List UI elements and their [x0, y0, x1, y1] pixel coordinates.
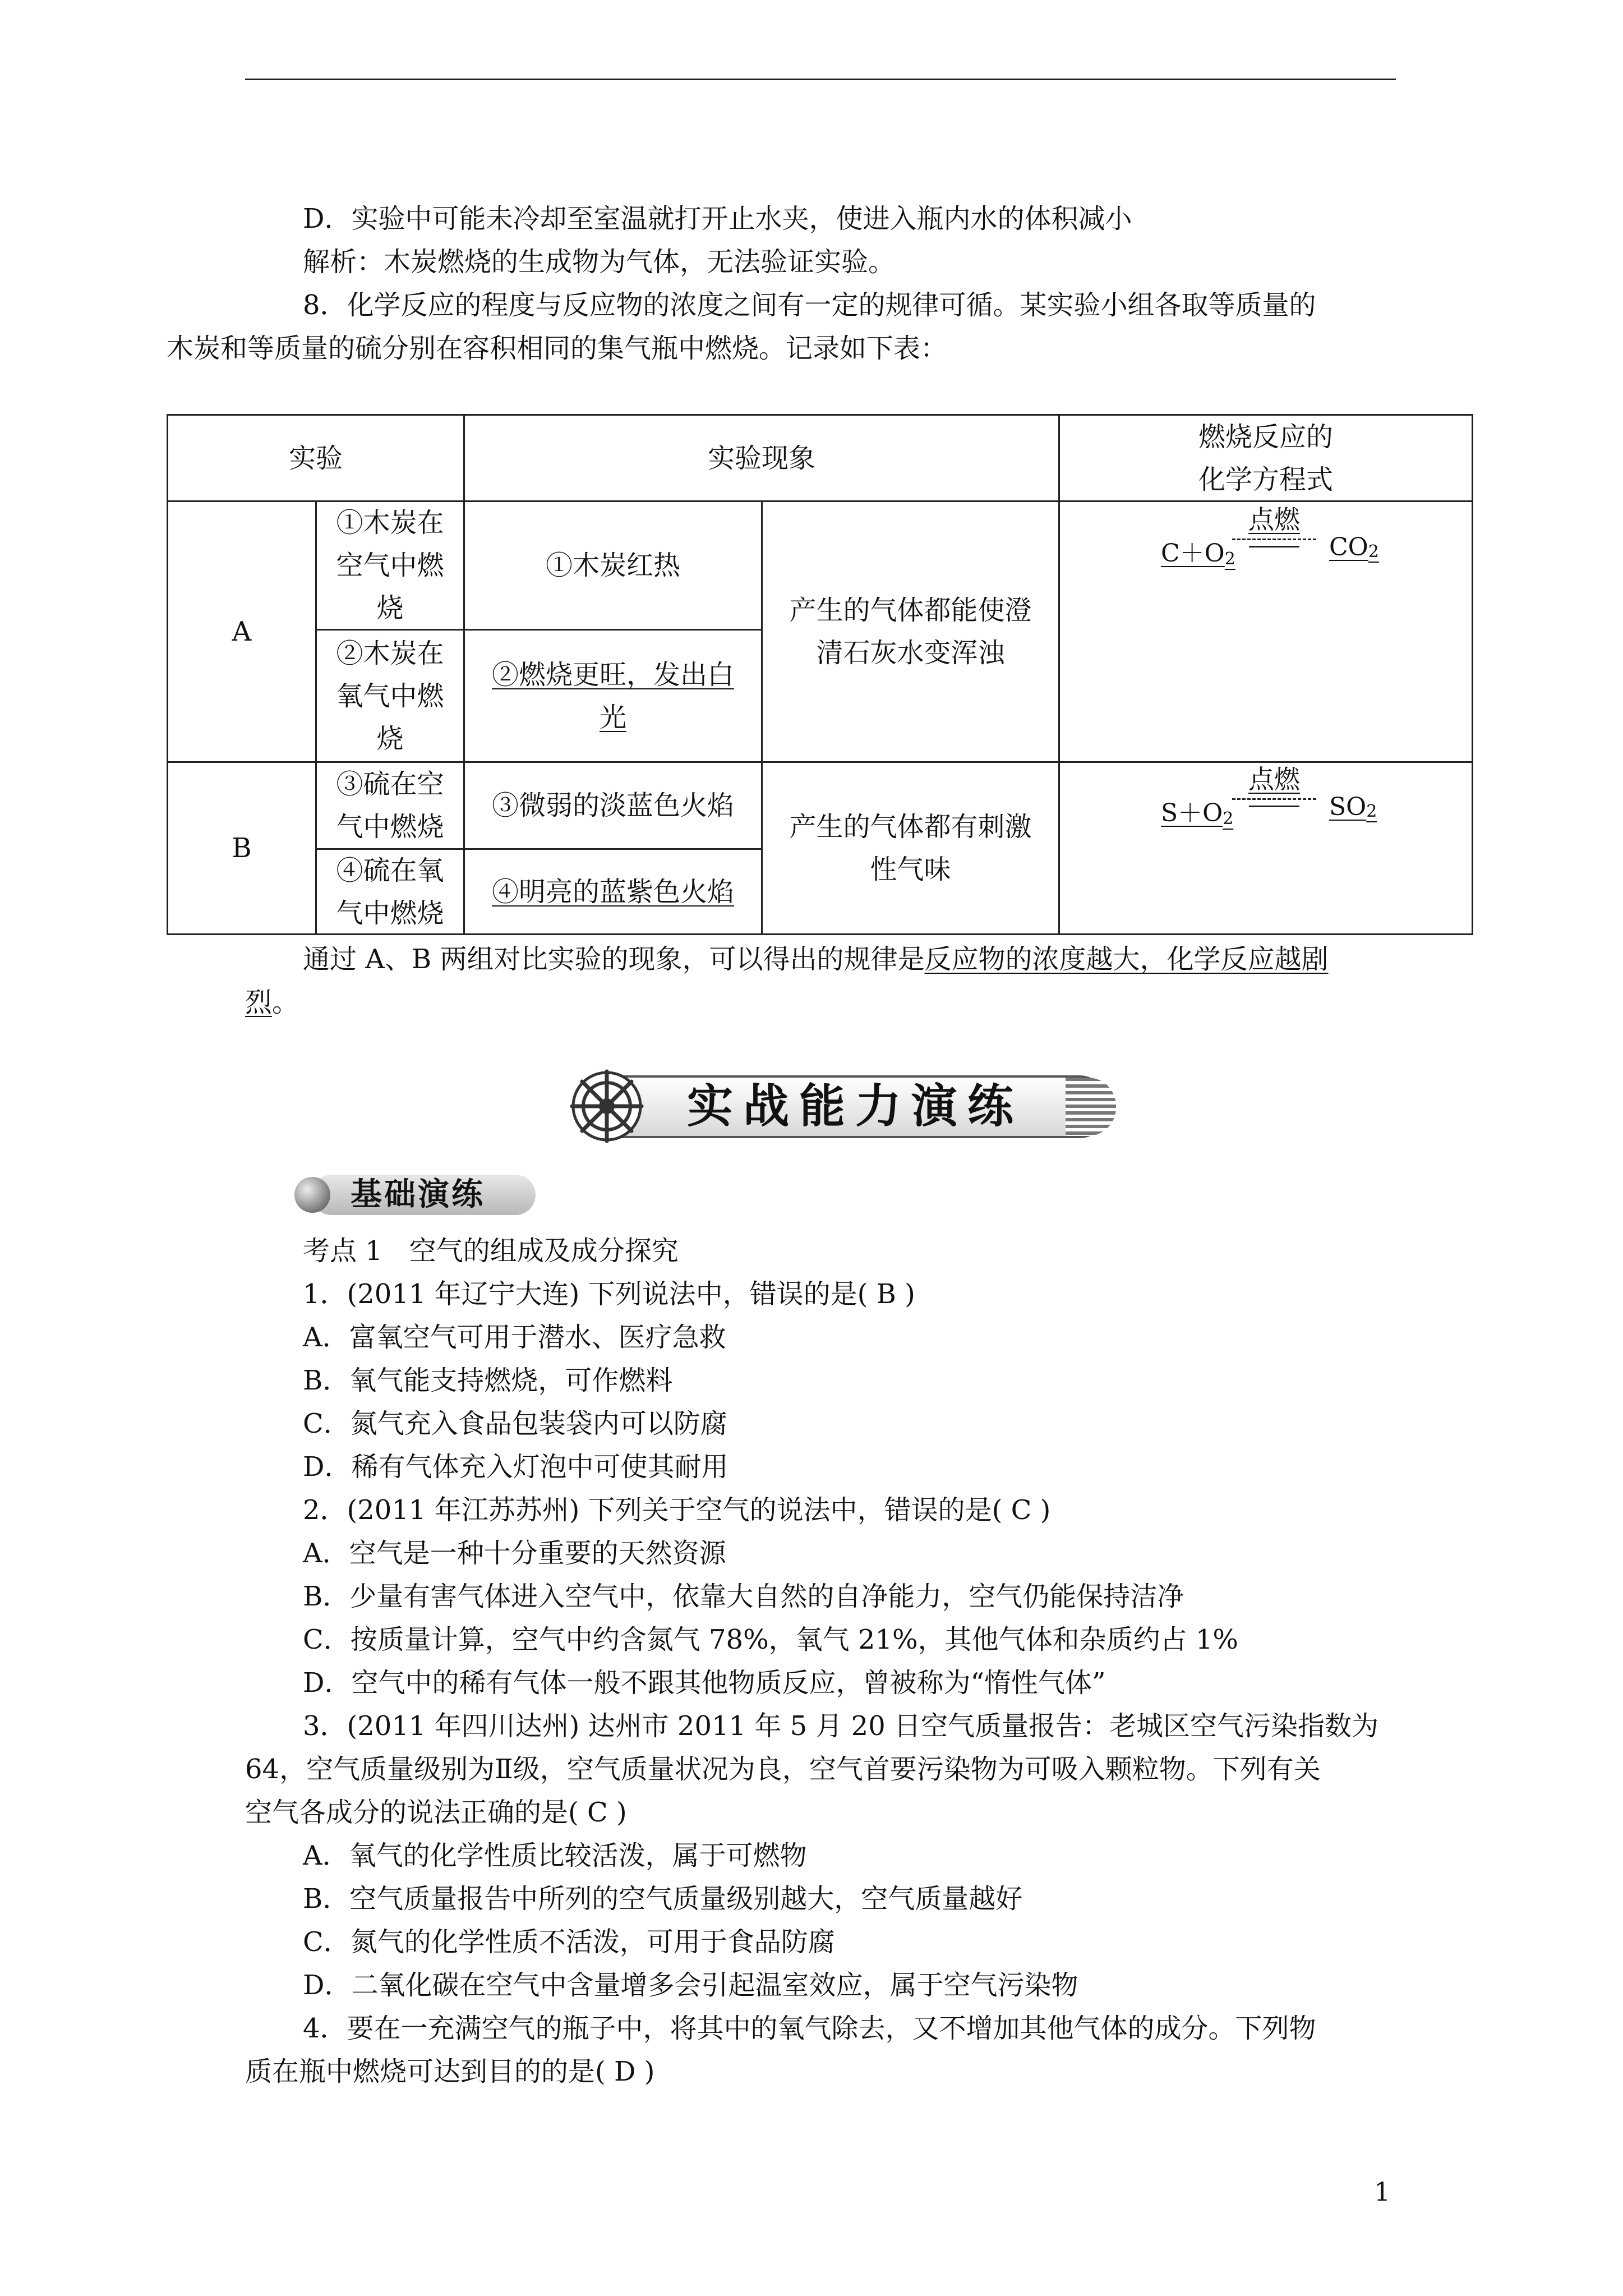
question-1: 1．(2011 年辽宁大连) 下列说法中，错误的是( B ) [303, 1278, 915, 1310]
ship-wheel-icon [569, 1069, 645, 1144]
question-3-line-2: 64，空气质量级别为Ⅱ级，空气质量状况为良，空气首要污染物为可吸入颗粒物。下列有关 [245, 1754, 1321, 1785]
q1-option-a: A．富氧空气可用于潜水、医疗急救 [303, 1322, 726, 1353]
header-equation: 燃烧反应的 化学方程式 [1198, 421, 1333, 495]
group-a-condition: 点燃 [1232, 505, 1316, 547]
question-4-line-1: 4．要在一充满空气的瓶子中，将其中的氧气除去，又不增加其他气体的成分。下列物 [303, 2013, 1316, 2044]
question-8-line-1: 8．化学反应的程度与反应物的浓度之间有一定的规律可循。某实验小组各取等质量的 [303, 289, 1316, 321]
topic-heading: 考点 1 空气的组成及成分探究 [303, 1235, 679, 1267]
conclusion-line-2: 烈。 [245, 987, 299, 1018]
bullet-icon [294, 1177, 330, 1213]
banner-title: 实战能力演练 [687, 1080, 1024, 1133]
section-tab [294, 1172, 541, 1217]
group-b-label: B [232, 832, 252, 864]
group-a-row2-desc: ②木炭在 氧气中燃 烧 [336, 637, 444, 754]
q3-option-a: A．氧气的化学性质比较活泼，属于可燃物 [303, 1840, 807, 1871]
q3-option-c: C．氮气的化学性质不活泼，可用于食品防腐 [303, 1926, 835, 1958]
group-a-reactants: C＋O 2 [1161, 539, 1235, 569]
q1-option-d: D．稀有气体充入灯泡中可使其耐用 [303, 1451, 728, 1483]
group-b-common-phenomenon: 产生的气体都有刺激 性气味 [789, 811, 1032, 885]
group-b-product: SO 2 [1329, 793, 1377, 821]
q2-option-d: D．空气中的稀有气体一般不跟其他物质反应，曾被称为“惰性气体” [303, 1667, 1106, 1699]
q2-option-b: B．少量有害气体进入空气中，依靠大自然的自净能力，空气仍能保持洁净 [303, 1581, 1184, 1612]
q3-option-d: D．二氧化碳在空气中含量增多会引起温室效应，属于空气污染物 [303, 1970, 1078, 2001]
analysis-text: 解析：木炭燃烧的生成物为气体，无法验证实验。 [303, 246, 896, 278]
group-b-condition: 点燃 [1232, 765, 1316, 807]
group-a-row2-phenomenon: ②燃烧更旺，发出白 光 [491, 659, 734, 733]
header-phenomenon: 实验现象 [707, 442, 815, 474]
header-rule [245, 79, 1396, 80]
question-8-line-2: 木炭和等质量的硫分别在容积相同的集气瓶中燃烧。记录如下表： [167, 333, 948, 364]
experiment-table [167, 414, 1473, 935]
group-a-row1-phenomenon: ①木炭红热 [545, 550, 680, 581]
q1-option-b: B．氧气能支持燃烧，可作燃料 [303, 1365, 673, 1396]
group-a-common-phenomenon: 产生的气体都能使澄 清石灰水变浑浊 [789, 595, 1032, 669]
question-3-line-1: 3．(2011 年四川达州) 达州市 2011 年 5 月 20 日空气质量报告：老城区空气污染指数为 [303, 1710, 1378, 1742]
group-b-row1-phenomenon: ③微弱的淡蓝色火焰 [491, 790, 734, 821]
group-b-row2-desc: ④硫在氧 气中燃烧 [336, 854, 444, 929]
question-2: 2．(2011 年江苏苏州) 下列关于空气的说法中，错误的是( C ) [303, 1494, 1051, 1526]
group-b-reactants: S＋O 2 [1161, 799, 1234, 829]
question-3-line-3: 空气各成分的说法正确的是( C ) [245, 1797, 627, 1828]
q3-option-b: B．空气质量报告中所列的空气质量级别越大，空气质量越好 [303, 1883, 1023, 1915]
group-a-label: A [232, 616, 252, 647]
header-experiment: 实验 [288, 442, 343, 474]
group-b-row1-desc: ③硫在空 气中燃烧 [336, 769, 444, 843]
q2-option-c: C．按质量计算，空气中约含氮气 78%，氧气 21%，其他气体和杂质约占 1% [303, 1624, 1239, 1655]
page-number: 1 [1374, 2177, 1391, 2207]
q2-option-a: A．空气是一种十分重要的天然资源 [303, 1538, 726, 1569]
conclusion-line-1: 通过 A、B 两组对比实验的现象，可以得出的规律是反应物的浓度越大，化学反应越剧 [303, 944, 1329, 975]
group-b-row2-phenomenon: ④明亮的蓝紫色火焰 [491, 876, 734, 908]
section-banner [569, 1069, 1116, 1144]
option-d-text: D．实验中可能未冷却至室温就打开止水夹，使进入瓶内水的体积减小 [303, 203, 1132, 234]
section-tab-label: 基础演练 [351, 1176, 485, 1213]
q1-option-c: C．氮气充入食品包装袋内可以防腐 [303, 1408, 727, 1439]
question-4-line-2: 质在瓶中燃烧可达到目的的是( D ) [245, 2056, 655, 2087]
group-a-row1-desc: ①木炭在 空气中燃 烧 [336, 507, 444, 624]
group-a-product: CO 2 [1329, 533, 1379, 562]
